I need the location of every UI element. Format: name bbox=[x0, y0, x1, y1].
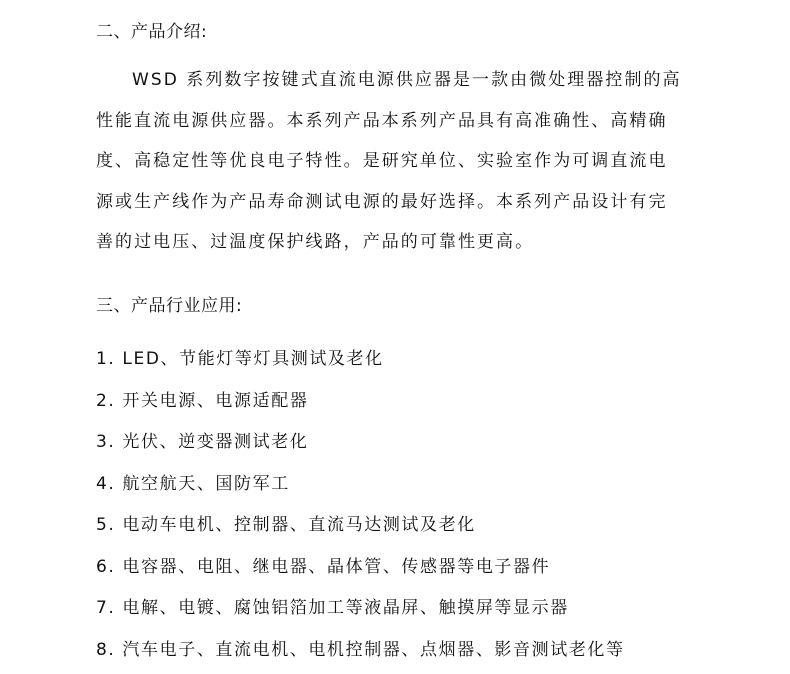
paragraph-line: 善的过电压、过温度保护线路，产品的可靠性更高。 bbox=[96, 232, 535, 252]
paragraph-line: 度、高稳定性等优良电子特性。是研究单位、实验室作为可调直流电 bbox=[96, 151, 668, 171]
list-item: 5. 电动车电机、控制器、直流马达测试及老化 bbox=[96, 515, 476, 535]
list-item: 2. 开关电源、电源适配器 bbox=[96, 390, 309, 411]
list-item: 7. 电解、电镀、腐蚀铝箔加工等液晶屏、触摸屏等显示器 bbox=[96, 598, 569, 618]
industry-applications-list bbox=[96, 339, 736, 671]
list-item: 8. 汽车电子、直流电机、电机控制器、点烟器、影音测试老化等 bbox=[96, 639, 625, 660]
list-item: 3. 光伏、逆变器测试老化 bbox=[96, 432, 309, 452]
paragraph-line: 性能直流电源供应器。本系列产品本系列产品具有高准确性、高精确 bbox=[96, 110, 668, 131]
section-heading-product-intro: 二、产品介绍: bbox=[96, 22, 208, 42]
paragraph-line: WSD 系列数字按键式直流电源供应器是一款由微处理器控制的高 bbox=[132, 70, 682, 90]
list-item: 1. LED、节能灯等灯具测试及老化 bbox=[96, 349, 384, 369]
product-intro-paragraph bbox=[96, 60, 700, 263]
list-item: 6. 电容器、电阻、继电器、晶体管、传感器等电子器件 bbox=[96, 556, 551, 577]
paragraph-line: 源或生产线作为产品寿命测试电源的最好选择。本系列产品设计有完 bbox=[96, 191, 668, 212]
section-heading-industry-applications: 三、产品行业应用: bbox=[96, 296, 243, 316]
list-item: 4. 航空航天、国防军工 bbox=[96, 473, 290, 494]
